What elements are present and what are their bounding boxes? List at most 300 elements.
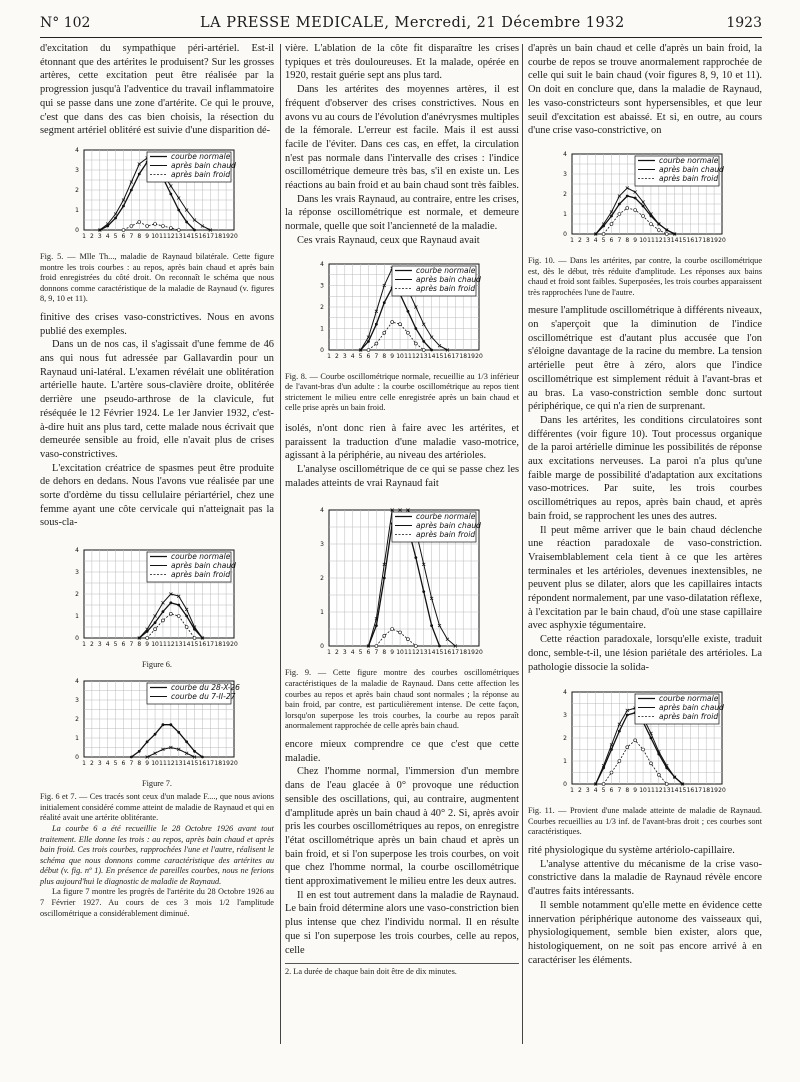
data-point — [657, 228, 660, 231]
y-tick-label: 0 — [320, 346, 324, 354]
x-tick-label: 12 — [167, 760, 175, 768]
x-tick-label: 13 — [174, 232, 183, 240]
paragraph: d'après un bain chaud et celle d'après un bain froid, la courbe de repos se trouve anormalement rapprochée de celle qui suit le bain chaud (voir figures 8, 9, 10 et 11). On doit en conclure que, dans la maladie de Raynaud, les vaso-constricteurs sont hypersensibles, et que leur seuil d'excitation est abaissé. Et si, en outre, au cours d'une crise vaso-constrictive, on — [528, 43, 762, 137]
paragraph: L'analyse oscillométrique de ce qui se passe chez les malades atteints de vrai Raynaud fait — [285, 464, 519, 489]
y-tick-label: 0 — [563, 781, 567, 789]
paragraph: Dans les vrais Raynaud, au contraire, entre les crises, la réponse oscillométrique est normale, et demeure normale, quelle que soit l'ancienneté de la maladie. — [285, 193, 519, 233]
data-point — [391, 628, 394, 631]
data-point — [130, 756, 133, 759]
data-point — [154, 733, 157, 736]
data-point — [602, 783, 605, 786]
x-tick-label: 11 — [159, 232, 167, 240]
y-tick-label: 4 — [75, 678, 79, 686]
data-point — [406, 638, 409, 641]
x-tick-label: 4 — [350, 649, 355, 657]
x-tick-label: 3 — [585, 236, 590, 244]
x-tick-label: 9 — [145, 760, 150, 768]
column-rule — [280, 44, 281, 1044]
legend-label: courbe normale — [659, 155, 719, 165]
x-tick-label: 9 — [390, 649, 395, 657]
x-tick-label: 18 — [702, 236, 711, 244]
x-tick-label: 3 — [342, 352, 347, 360]
paragraph: Dans les artérites des moyennes artères, il est fréquent d'observer des crises constrictives. Nous en avons vu au cours de l'évolution d'anévrysmes multiples de la fémorale. L'erreur est facile. Mais il est aussi facile de l'éviter. Dans ces cas, en effet, la circulation n'est pas normale dans l'intervalle des crises : l'indice oscillométrique demeure très bas, s'il en existe un. Les réactions au bain froid et au bain chaud sont très faibles. — [285, 84, 519, 192]
x-tick-label: 4 — [593, 787, 598, 795]
x-tick-label: 2 — [577, 787, 582, 795]
data-point — [602, 232, 605, 235]
paragraph: Ces vrais Raynaud, ceux que Raynaud avait — [297, 234, 480, 246]
x-tick-label: 1 — [82, 641, 86, 649]
x-tick-label: 5 — [113, 641, 118, 649]
data-point — [610, 771, 613, 774]
x-tick-label: 8 — [137, 760, 142, 768]
y-tick-label: 1 — [563, 210, 567, 218]
legend-label: après bain froid — [416, 530, 476, 540]
data-point — [177, 604, 180, 607]
x-tick-label: 3 — [97, 232, 102, 240]
x-tick-label: 14 — [427, 352, 436, 360]
x-tick-label: 10 — [151, 641, 159, 649]
legend-label: courbe du 7-II-27 — [171, 692, 236, 702]
data-point — [422, 591, 425, 594]
legend-label: après bain chaud — [416, 274, 481, 284]
x-tick-label: 5 — [601, 236, 606, 244]
data-point — [185, 626, 188, 629]
legend-label: après bain froid — [659, 712, 719, 722]
data-point — [169, 226, 172, 229]
data-point — [610, 215, 613, 218]
x-tick-label: 11 — [159, 641, 167, 649]
legend-label: après bain froid — [416, 283, 476, 293]
y-tick-label: 1 — [320, 325, 324, 333]
data-point — [642, 214, 645, 217]
data-point — [391, 320, 394, 323]
paragraph: L'analyse attentive du mécanisme de la crise vaso-constrictive dans la maladie de Raynaud révèle encore d'autres faits intéressants. — [528, 858, 762, 898]
x-tick-label: 12 — [655, 236, 663, 244]
figure-label: Figure 7. — [142, 779, 172, 789]
x-tick-label: 11 — [647, 787, 655, 795]
data-point — [665, 232, 668, 235]
x-tick-label: 18 — [702, 787, 711, 795]
x-tick-label: 15 — [190, 232, 199, 240]
x-tick-label: 17 — [451, 352, 460, 360]
page-number: 1923 — [726, 15, 762, 31]
data-point — [375, 625, 378, 628]
y-tick-label: 3 — [320, 541, 324, 549]
x-tick-label: 8 — [137, 641, 142, 649]
x-tick-label: 19 — [710, 236, 718, 244]
x-tick-label: 17 — [451, 649, 460, 657]
column-3 — [528, 42, 762, 1052]
x-tick-label: 15 — [190, 641, 199, 649]
data-point — [367, 348, 370, 351]
x-tick-label: 20 — [718, 236, 726, 244]
x-tick-label: 11 — [404, 352, 412, 360]
data-point — [618, 760, 621, 763]
data-point — [130, 224, 133, 227]
x-tick-label: 15 — [678, 787, 687, 795]
column-rule — [522, 44, 523, 1044]
legend-label: courbe normale — [659, 694, 719, 704]
y-tick-label: 2 — [75, 186, 79, 194]
x-tick-label: 19 — [467, 649, 475, 657]
figure-description: La courbe 6 a été recueillie le 28 Octobre 1926 avant tout traitement. Elle donne les trois : au repos, après bain chaud et après bain froid. Ces trois courbes, rapprochées l'une et l'autre, réalisent le schéma que nous donnons comme caractéristique des artérites au début (v. fig. nº 1). En présence de pareilles courbes, nous ne ferions plus aujourd'hui le diagnostic de maladie de Raynaud. — [40, 823, 274, 886]
paragraph: Dans un de nos cas, il s'agissait d'une femme de 46 ans qui nous fut adressée par Gallavardin pour un Raynaud uni-latéral. L'examen révélait une oblitération artérielle haute. L'artère sous-clavière droite, oblitérée derrière une pseudo-arthrose de la clavicule, fut réséquée le 12 Février 1924. Le 1er Janvier 1932, c'est-à-dire huit ans plus tard, cette malade nous écrivait que demeurée sensible au froid, elle n'avait plus de crises vaso-constrictives. — [40, 339, 274, 460]
x-tick-label: 18 — [214, 760, 223, 768]
x-tick-label: 15 — [435, 352, 444, 360]
x-tick-label: 19 — [710, 787, 718, 795]
data-point — [154, 628, 157, 631]
data-point — [649, 762, 652, 765]
data-point — [399, 322, 402, 325]
paragraph: Dans les artérites, les conditions circulatoires sont différentes (voir figure 10). Tout processus organique de la paroi artérielle diminue les possibilités de réponse aux excitations nerveuses. La paroi n'a plus qu'une faible marge de possibilité d'adaptation aux excitations vaso-motrices. Par suite, les trois courbes oscillométriques au repos, après bain chaud, et après bain froid, se rapprochent les unes des autres. — [528, 414, 762, 522]
legend-label: après bain chaud — [659, 164, 724, 174]
x-tick-label: 4 — [593, 236, 598, 244]
y-tick-label: 0 — [563, 230, 567, 238]
x-tick-label: 17 — [206, 760, 215, 768]
legend-label: courbe du 28-X-26 — [171, 683, 240, 693]
chart-fig7 — [40, 675, 274, 775]
data-point — [375, 322, 378, 325]
data-point — [610, 222, 613, 225]
data-point — [430, 625, 433, 628]
x-tick-label: 11 — [647, 236, 655, 244]
paragraph: encore mieux comprendre ce que c'est que cette maladie. — [285, 739, 519, 764]
y-tick-label: 3 — [75, 697, 79, 705]
chart-fig9 — [285, 504, 519, 664]
y-tick-label: 4 — [320, 260, 324, 268]
data-point — [618, 730, 621, 733]
figure-caption: Fig. 11. — Provient d'une malade atteinte de maladie de Raynaud. Courbes recueillies au 1/3 inf. de l'avant-bras droit ; ces courbes sont caractéristiques. — [528, 806, 762, 837]
x-tick-label: 15 — [435, 649, 444, 657]
data-point — [193, 229, 196, 232]
data-point — [114, 217, 117, 220]
data-point — [422, 348, 425, 351]
x-tick-label: 6 — [609, 236, 614, 244]
figure-caption: Fig. 9. — Cette figure montre des courbes oscillométriques caractéristiques de la maladie de Raynaud. Dans cette affection les courbes au repos et après bain chaud sont normales ; la réponse au bain froid, par contre, est particulièrement intense. De cette façon, lorsqu'on superpose les trois courbes, la courbe au repos paraît anormalement rapprochée de celle après bain chaud. — [285, 668, 519, 731]
data-point — [383, 331, 386, 334]
figure-caption: Fig. 8. — Courbe oscillométrique normale, recueillie au 1/3 inférieur de l'avant-bras d'un adulte : la courbe oscillométrique au repos tient strictement le milieu entre celle enregistrée après un bain chaud et celle prise après un bain froid. — [285, 371, 519, 413]
x-tick-label: 9 — [145, 232, 150, 240]
data-point — [634, 197, 637, 200]
data-point — [177, 731, 180, 734]
data-point — [185, 615, 188, 618]
x-tick-label: 7 — [374, 352, 379, 360]
x-tick-label: 12 — [167, 232, 175, 240]
y-tick-label: 2 — [563, 190, 567, 198]
x-tick-label: 18 — [214, 232, 223, 240]
y-tick-label: 0 — [75, 635, 79, 643]
issue-number: N° 102 — [40, 15, 91, 31]
y-tick-label: 1 — [75, 206, 79, 214]
data-point — [122, 205, 125, 208]
x-tick-label: 7 — [374, 649, 379, 657]
y-tick-label: 4 — [75, 146, 79, 154]
x-tick-label: 13 — [419, 649, 428, 657]
x-tick-label: 3 — [97, 641, 102, 649]
x-tick-label: 17 — [206, 641, 215, 649]
data-point — [414, 327, 417, 330]
x-tick-label: 18 — [459, 352, 468, 360]
x-tick-label: 12 — [412, 352, 420, 360]
x-tick-label: 14 — [182, 760, 191, 768]
legend-label: après bain froid — [171, 570, 231, 580]
x-tick-label: 10 — [639, 787, 647, 795]
x-tick-label: 2 — [89, 232, 94, 240]
data-point — [618, 203, 621, 206]
x-tick-label: 6 — [609, 787, 614, 795]
x-tick-label: 13 — [662, 236, 671, 244]
legend-label: courbe normale — [416, 265, 476, 275]
chart-fig8 — [285, 258, 519, 368]
data-point — [177, 209, 180, 212]
data-point — [383, 301, 386, 304]
data-point — [122, 228, 125, 231]
y-tick-label: 3 — [563, 712, 567, 720]
figure-description: La figure 7 montre les progrès de l'artérite du 28 Octobre 1926 au 7 Février 1927. Au cours de ces 3 mois 1/2 l'amplitude oscillométrique a considérablement diminué. — [40, 887, 274, 918]
paragraph: rité physiologique du système artériolo-capillaire. — [528, 845, 735, 857]
x-tick-label: 19 — [222, 641, 230, 649]
data-point — [414, 342, 417, 345]
y-tick-label: 4 — [563, 689, 567, 697]
data-point — [138, 750, 141, 753]
figure-label: Figure 6. — [142, 660, 172, 670]
paragraph: Il en est tout autrement dans la maladie de Raynaud. Le bain froid détermine alors une vaso-constriction bien plus intense que chez l'individu normal. Il en résulte que si l'on superpose les trois courbes, celle au repos, celle — [285, 889, 519, 956]
data-point — [201, 756, 204, 759]
x-tick-label: 16 — [443, 649, 452, 657]
x-tick-label: 20 — [230, 641, 238, 649]
x-tick-label: 2 — [89, 760, 94, 768]
x-tick-label: 2 — [334, 352, 339, 360]
x-tick-label: 8 — [625, 236, 630, 244]
data-point — [146, 637, 149, 640]
x-tick-label: 11 — [159, 760, 167, 768]
y-tick-label: 2 — [75, 716, 79, 724]
data-point — [657, 774, 660, 777]
x-tick-label: 10 — [396, 649, 404, 657]
x-tick-label: 19 — [467, 352, 475, 360]
x-tick-label: 1 — [327, 352, 331, 360]
x-tick-label: 14 — [182, 232, 191, 240]
x-tick-label: 1 — [82, 760, 86, 768]
x-tick-label: 2 — [334, 649, 339, 657]
data-point — [626, 206, 629, 209]
data-point — [138, 220, 141, 223]
paragraph: mesure l'amplitude oscillométrique à différents niveaux, on s'aperçoit que la diminution de l'indice oscillométrique est d'autant plus accusée que l'on s'éloigne davantage de la racine du membre. La tension artérielle peut être à zéro, alors que l'indice oscillométrique est simplement réduit à l'avant-bras et au bras. La vaso-constriction semble donc surtout périphérique, ce qui n'a rien de surprenant. — [528, 305, 762, 413]
x-tick-label: 9 — [145, 641, 150, 649]
legend-label: courbe normale — [171, 151, 231, 161]
legend-label: après bain froid — [171, 169, 231, 179]
x-tick-label: 16 — [198, 760, 207, 768]
data-point — [169, 602, 172, 605]
x-tick-label: 5 — [358, 352, 363, 360]
x-tick-label: 13 — [662, 787, 671, 795]
y-tick-label: 0 — [75, 754, 79, 762]
x-tick-label: 9 — [633, 236, 638, 244]
data-point — [618, 212, 621, 215]
x-tick-label: 2 — [577, 236, 582, 244]
x-tick-label: 20 — [230, 760, 238, 768]
data-point — [375, 342, 378, 345]
paragraph: d'excitation du sympathique péri-artériel. Est-il étonnant que des artérites le produisent? Sur les grosses artères, cette excitation peut être réalisée par la progression jusqu'à l'adventice du travail inflammatoire qui se passe dans une zone d'artérite. Ce qui le prouve, c'est que dans des cas bien choisis, la résection du segment artériel oblitéré est suivie d'une disparition dé- — [40, 43, 274, 137]
data-point — [169, 193, 172, 196]
data-point — [650, 737, 653, 740]
y-tick-label: 3 — [75, 569, 79, 577]
y-tick-label: 3 — [320, 282, 324, 290]
x-tick-label: 10 — [151, 760, 159, 768]
x-tick-label: 10 — [639, 236, 647, 244]
data-point — [626, 714, 629, 717]
footnote: 2. La durée de chaque bain doit être de dix minutes. — [285, 963, 519, 976]
x-tick-label: 16 — [443, 352, 452, 360]
x-tick-label: 13 — [419, 352, 428, 360]
x-tick-label: 1 — [82, 232, 86, 240]
y-tick-label: 4 — [563, 150, 567, 158]
x-tick-label: 6 — [121, 641, 126, 649]
x-tick-label: 17 — [694, 787, 703, 795]
x-tick-label: 20 — [718, 787, 726, 795]
x-tick-label: 20 — [475, 352, 483, 360]
x-tick-label: 3 — [97, 760, 102, 768]
paragraph: finitive des crises vaso-constrictives. Nous en avons publié des exemples. — [40, 311, 274, 337]
x-tick-label: 16 — [686, 787, 695, 795]
y-tick-label: 1 — [320, 609, 324, 617]
y-tick-label: 0 — [75, 226, 79, 234]
y-tick-label: 0 — [320, 643, 324, 651]
y-tick-label: 2 — [75, 591, 79, 599]
legend-label: après bain chaud — [659, 703, 724, 713]
x-tick-label: 12 — [655, 787, 663, 795]
x-tick-label: 1 — [327, 649, 331, 657]
x-tick-label: 1 — [570, 236, 574, 244]
data-point — [414, 557, 417, 560]
x-tick-label: 8 — [625, 787, 630, 795]
x-tick-label: 20 — [475, 649, 483, 657]
data-point — [649, 222, 652, 225]
data-point — [162, 723, 165, 726]
data-point — [185, 741, 188, 744]
x-tick-label: 12 — [167, 641, 175, 649]
data-point — [626, 746, 629, 749]
x-tick-label: 14 — [182, 641, 191, 649]
figure-caption: Fig. 10. — Dans les artérites, par contre, la courbe oscillométrique est, dès le début, très réduite d'amplitude. Les réponses aux bains chaud et froid sont faibles. Superposées, les trois courbes apparaissent très rapprochées l'une de l'autre. — [528, 255, 762, 297]
legend-label: après bain froid — [659, 173, 719, 183]
data-point — [399, 631, 402, 634]
data-point — [634, 739, 637, 742]
legend-label: après bain chaud — [171, 160, 236, 170]
data-point — [414, 645, 417, 648]
x-tick-label: 14 — [670, 787, 679, 795]
x-tick-label: 4 — [105, 232, 110, 240]
paragraph: Il peut même arriver que le bain chaud déclenche une réaction paradoxale de vaso-constriction. Vraisemblablement cela tient à ce que les artères terminales et les artérioles, devenues inextensibles, ne peuvent plus se dilater, alors que les capillaires intacts répondent normalement, par une vaso-dilatation réflexe, à l'excitation par le bain chaud, d'où une stase capillaire avec asphyxie tégumentaire. — [528, 524, 762, 632]
x-tick-label: 8 — [137, 232, 142, 240]
x-tick-label: 6 — [366, 649, 371, 657]
x-tick-label: 18 — [214, 641, 223, 649]
data-point — [626, 195, 629, 198]
data-point — [193, 750, 196, 753]
paragraph: L'excitation créatrice de spasmes peut être produite de dehors en dedans. Nous l'avons vue réalisée par une sorte d'ordème du tissu cellulaire périartériel, chez une femme ayant une côte cervicale qui n'atteignait pas la sous-cla- — [40, 462, 274, 529]
y-tick-label: 1 — [75, 735, 79, 743]
data-point — [665, 783, 668, 786]
column-2 — [285, 42, 519, 1052]
x-tick-label: 17 — [694, 236, 703, 244]
chart-fig10 — [528, 148, 762, 252]
data-point — [383, 635, 386, 638]
x-tick-label: 13 — [174, 641, 183, 649]
x-tick-label: 1 — [570, 787, 574, 795]
data-point — [169, 612, 172, 615]
data-point — [383, 577, 386, 580]
x-tick-label: 16 — [686, 236, 695, 244]
data-point — [154, 621, 157, 624]
x-tick-label: 5 — [113, 760, 118, 768]
data-point — [161, 619, 164, 622]
x-tick-label: 13 — [174, 760, 183, 768]
x-tick-label: 14 — [427, 649, 436, 657]
paragraph: Il semble notamment qu'elle mette en évidence cette innervation périphérique autonome des vaisseaux qui, physiologiquement, semble bien exister, alors que, histologiquement, on ne soit pas encore arrivé à en caractériser les éléments. — [528, 899, 762, 966]
x-tick-label: 10 — [396, 352, 404, 360]
data-point — [130, 189, 133, 192]
y-tick-label: 3 — [563, 170, 567, 178]
data-point — [154, 222, 157, 225]
chart-fig5 — [40, 144, 274, 248]
paragraph: Chez l'homme normal, l'immersion d'un membre dans de l'eau glacée à 0° provoque une réduction sensible des oscillations, qui, au contraire, augmentent d'amplitude après un bain chaud à 40° 2. Si, après avoir pris les courbes oscillométriques au repos, on enregistre l'état oscillométrique après un bain chaud et après un bain froid, et si l'on superpose les trois courbes, on voit que chez l'homme normal, la courbe oscillométrique tient approximativement le milieu entre les deux autres. — [285, 766, 519, 888]
data-point — [169, 723, 172, 726]
chart-fig6 — [40, 544, 274, 656]
y-tick-label: 2 — [320, 303, 324, 311]
y-tick-label: 1 — [75, 613, 79, 621]
legend-label: courbe normale — [416, 512, 476, 522]
x-tick-label: 6 — [366, 352, 371, 360]
chart-fig11 — [528, 686, 762, 802]
legend-label: courbe normale — [171, 552, 231, 562]
figure-caption: Fig. 6 et 7. — Ces tracés sont ceux d'un malade F...., que nous avions initialement considéré comme atteint de maladie de Raynaud et qui en réalité avait une artérite oblitérante. — [40, 792, 274, 823]
x-tick-label: 15 — [678, 236, 687, 244]
x-tick-label: 18 — [459, 649, 468, 657]
y-tick-label: 4 — [320, 507, 324, 515]
x-tick-label: 16 — [198, 641, 207, 649]
x-tick-label: 2 — [89, 641, 94, 649]
x-tick-label: 7 — [617, 787, 622, 795]
x-tick-label: 11 — [404, 649, 412, 657]
data-point — [422, 340, 425, 343]
x-tick-label: 6 — [121, 760, 126, 768]
data-point — [367, 340, 370, 343]
data-point — [162, 610, 165, 613]
data-point — [146, 224, 149, 227]
y-tick-label: 2 — [563, 735, 567, 743]
x-tick-label: 7 — [129, 232, 134, 240]
paragraph: vière. L'ablation de la côte fit disparaître les crises typiques et très douloureuses. Et la malade, opérée en 1920, restait guérie sept ans plus tard. — [285, 43, 519, 82]
x-tick-label: 7 — [129, 760, 134, 768]
x-tick-label: 4 — [105, 641, 110, 649]
data-point — [193, 637, 196, 640]
data-point — [406, 331, 409, 334]
x-tick-label: 6 — [121, 232, 126, 240]
x-tick-label: 3 — [585, 787, 590, 795]
x-tick-label: 8 — [382, 352, 387, 360]
paragraph: isolés, n'ont donc rien à faire avec les artérites, et paraissent la traduction d'une maladie vaso-motrice, agissant à la périphérie, au niveau des artérioles. — [285, 422, 519, 462]
x-tick-label: 5 — [358, 649, 363, 657]
data-point — [177, 228, 180, 231]
x-tick-label: 19 — [222, 760, 230, 768]
x-tick-label: 15 — [190, 760, 199, 768]
y-tick-label: 3 — [75, 166, 79, 174]
x-tick-label: 9 — [633, 787, 638, 795]
x-tick-label: 4 — [350, 352, 355, 360]
x-tick-label: 8 — [382, 649, 387, 657]
data-point — [146, 741, 149, 744]
x-tick-label: 19 — [222, 232, 230, 240]
